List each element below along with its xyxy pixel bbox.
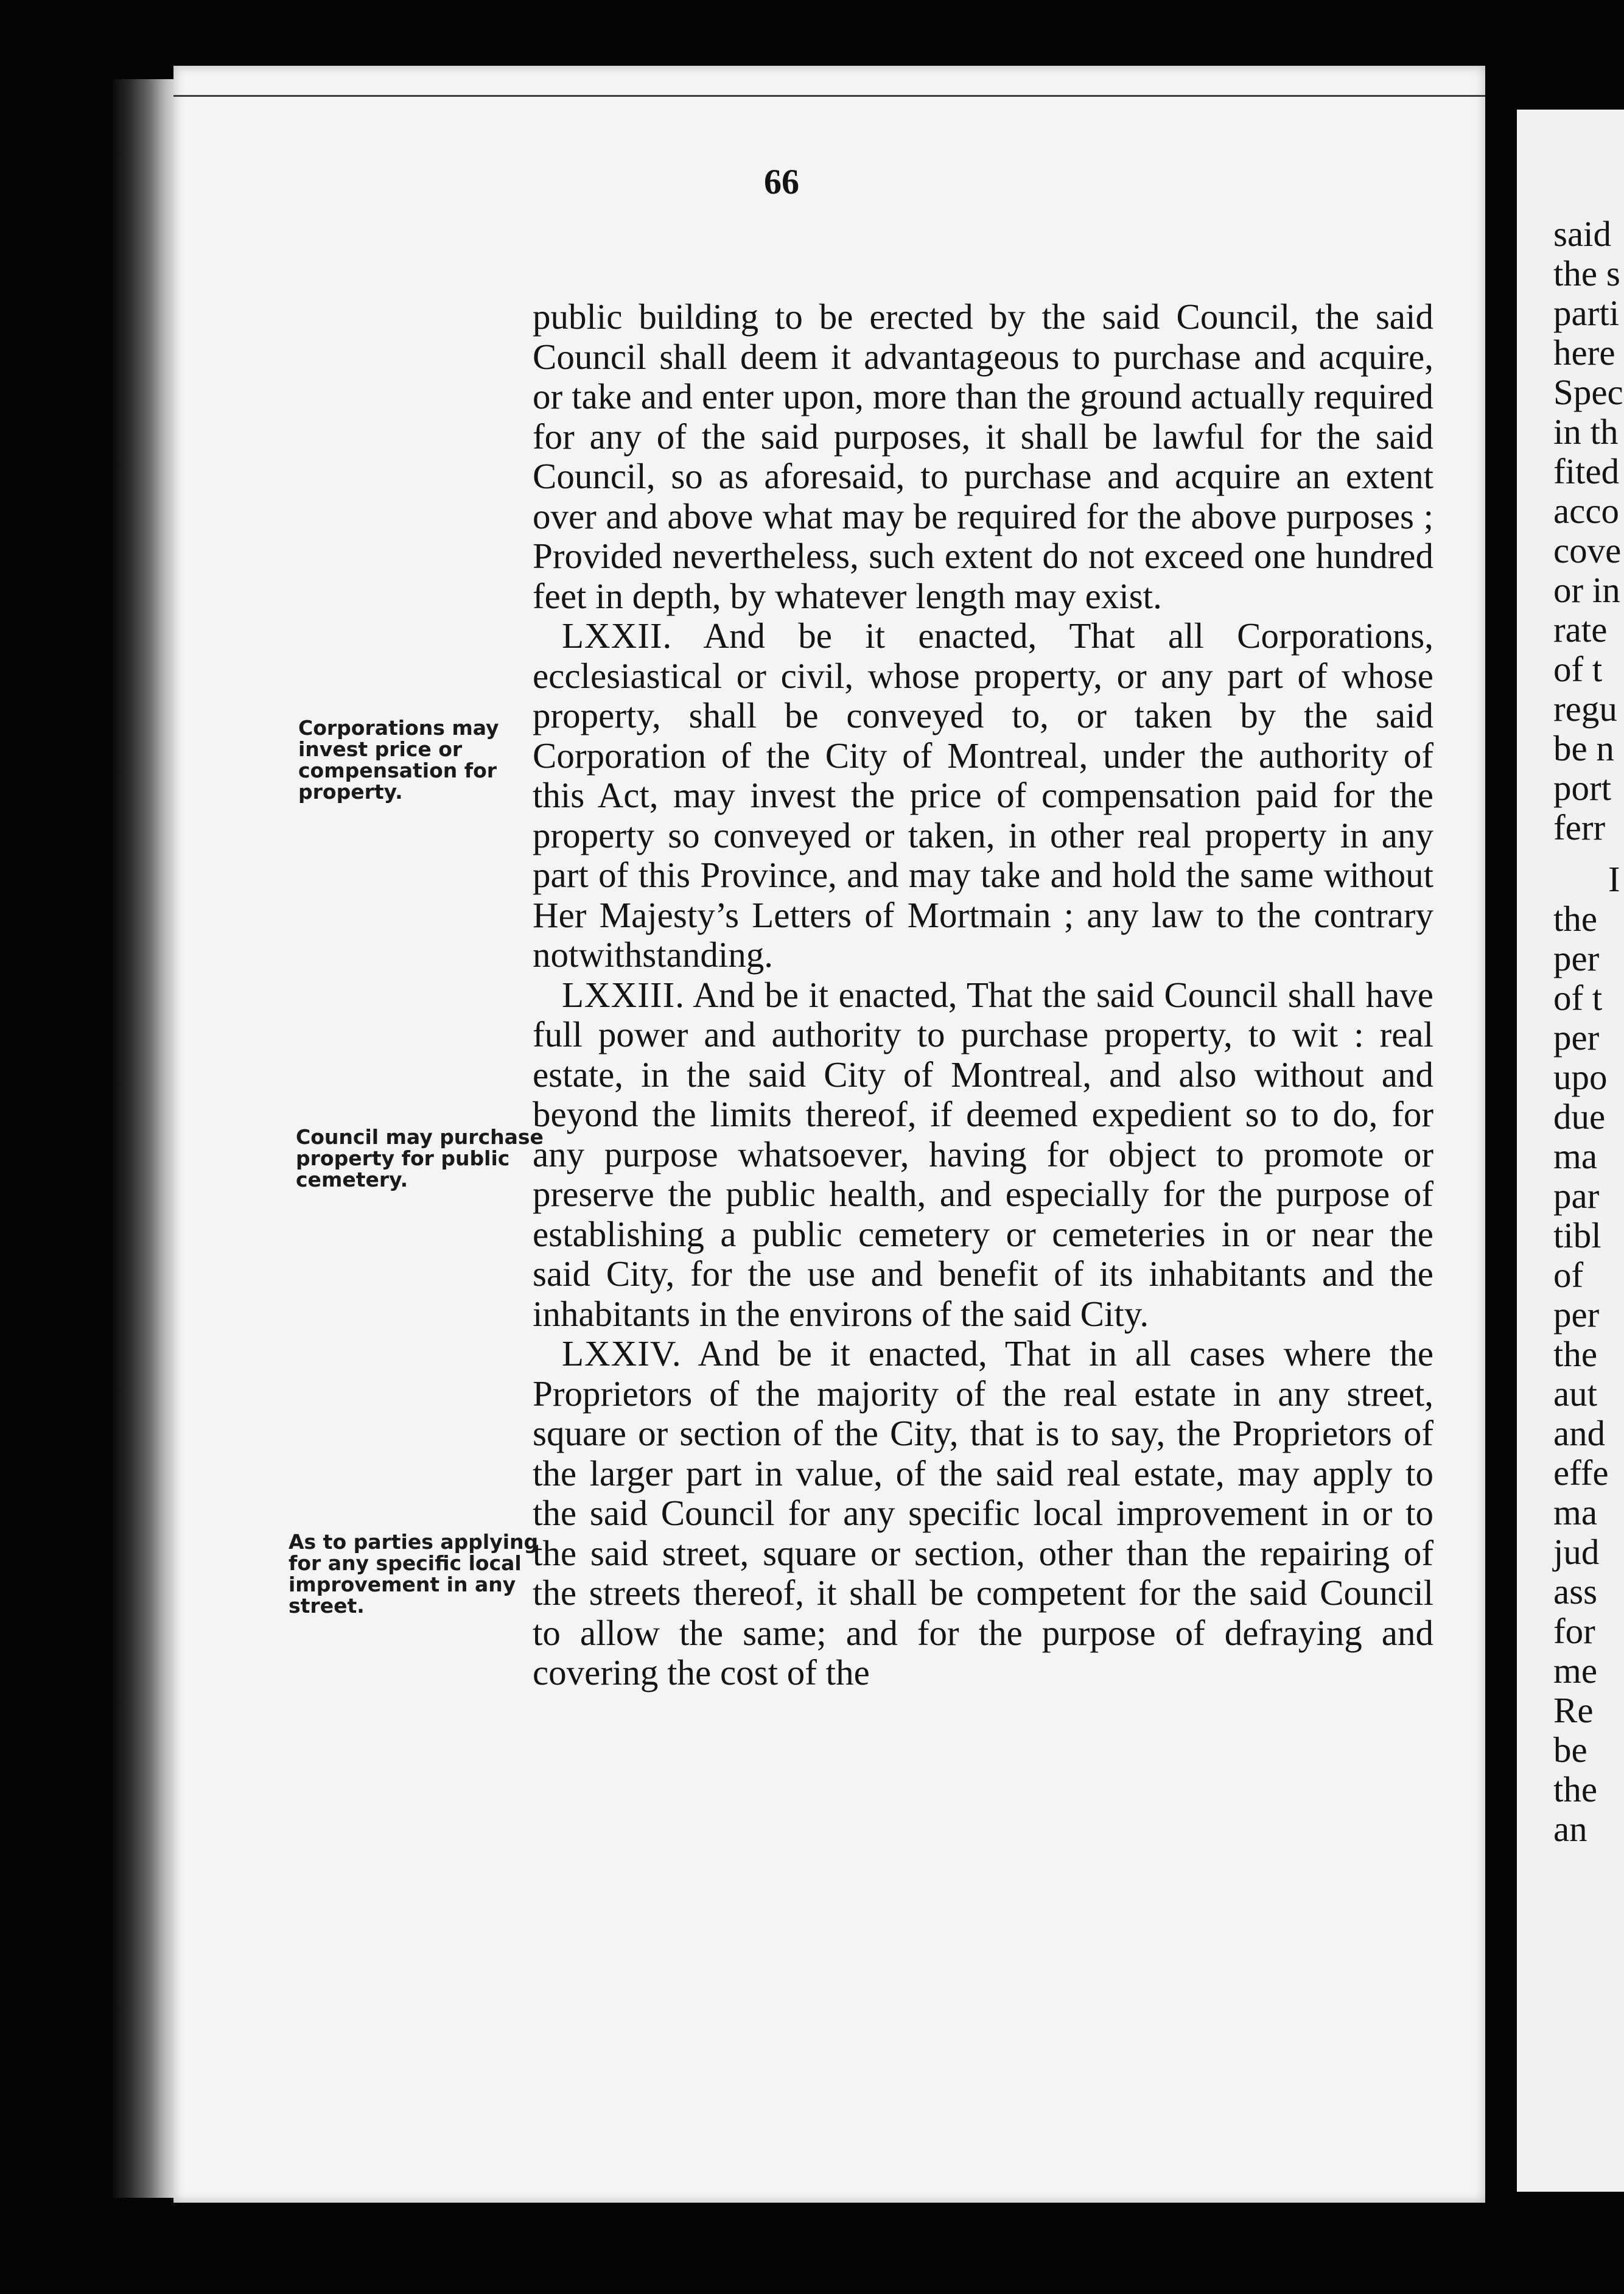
facing-page-line: rate [1553,609,1608,650]
facing-page-line: me [1553,1650,1598,1691]
facing-page-line: fited [1553,451,1620,491]
facing-page-line: here [1553,332,1615,373]
margin-note-local-improvement: As to parties applying for any specific local improvement in any street. [289,1530,539,1618]
facing-page-line: and [1553,1413,1606,1453]
facing-page-line: the [1553,899,1598,939]
margin-note-cemetery: Council may purchase property for public cemetery. [296,1125,544,1191]
section-lxxiii [533,975,1433,1335]
section-number: LXXII. [562,616,673,656]
facing-page-line: tibl [1553,1215,1601,1255]
section-number: LXXIV. [562,1333,682,1373]
facing-page [1517,110,1624,2192]
section-text: And be it enacted, That all Corporations, ecclesiastical or civil, whose property, or any part of whose property, shall be conveyed to, or taken by the said Corporation of the City of Montreal, under the authority of this Act, may invest the price of compensation paid for the property so conveyed or taken, in other real property in any part of this Province, and may take and hold the same without Her Majesty’s Letters of Mortmain ; any law to the contrary notwithstanding. [533,616,1433,975]
facing-page-line: Spec [1553,372,1623,412]
facing-page-line: per [1553,1017,1600,1058]
facing-page-line: cove [1553,530,1622,570]
facing-page-line: the [1553,1334,1598,1374]
facing-page-line: parti [1553,293,1620,333]
facing-page-line: Re [1553,1690,1594,1730]
facing-page-line: per [1553,1294,1600,1335]
facing-page-line: the s [1553,253,1620,293]
section-lxxii [533,616,1433,975]
facing-page-line: be n [1553,728,1614,768]
main-text-column [533,297,1433,1693]
section-lxxiv [533,1334,1433,1693]
section-text: And be it enacted, That the said Council shall have full power and authority to purchase property, to wit : real estate, in the said City of Montreal, and also without and beyond the limits thereof, if deemed expedient so to do, for any purpose whatsoever, having for object to promote or preserve the public health, and especially for the purpose of establishing a public cemetery or cemeteries in or near the said City, for the use and benefit of its inhabitants and the inhabitants in the environs of the said City. [533,974,1433,1334]
facing-page-line: I [1608,859,1620,899]
page-top-rule [173,95,1485,97]
facing-page-line: per [1553,938,1600,978]
facing-page-line: the [1553,1769,1598,1809]
facing-page-line: in th [1553,412,1619,452]
facing-page-line: of [1553,1255,1584,1295]
continuation-paragraph: public building to be erected by the said Council, the said Council shall deem it advantageous to purchase and acquire, or take and enter upon, more than the ground actually required for any of the said purposes, it shall be lawful for the said Council, so as aforesaid, to purchase and acquire an extent over and above what may be required for the above purposes ; Provided nevertheless, such extent do not exceed one hundred feet in depth, by whatever length may exist. [533,296,1433,616]
facing-page-line: ma [1553,1492,1598,1532]
facing-page-line: upo [1553,1057,1608,1097]
page-number: 66 [764,162,799,202]
facing-page-line: jud [1553,1532,1600,1572]
facing-page-line: of t [1553,649,1603,689]
facing-page-line: regu [1553,689,1617,729]
section-text: And be it enacted, That in all cases where the Proprietors of the majority of the real estate in any street, square or section of the City, that is to say, the Proprietors of the larger part in value, of the said real estate, may apply to the said Council for any specific local improvement in or to the said street, square or section, other than the repairing of the streets thereof, it shall be competent for the said Council to allow the same; and for the purpose of defraying and covering the cost of the [533,1333,1434,1692]
book-binding [113,79,180,2198]
facing-page-line: aut [1553,1373,1598,1414]
section-number: LXXIII. [562,974,685,1015]
facing-page-line: ma [1553,1136,1598,1176]
facing-page-line: ferr [1553,807,1606,847]
facing-page-line: par [1553,1176,1600,1216]
facing-page-line: said [1553,214,1612,254]
facing-page-line: be [1553,1730,1587,1770]
facing-page-line: ass [1553,1571,1598,1612]
facing-page-line: due [1553,1096,1606,1137]
facing-page-line: for [1553,1611,1595,1651]
facing-page-line: port [1553,768,1612,808]
facing-page-line: an [1553,1809,1587,1849]
margin-note-corporations: Corporations may invest price or compensation for property. [298,716,499,804]
facing-page-line: effe [1553,1453,1609,1493]
facing-page-line: or in [1553,570,1620,610]
facing-page-line: acco [1553,491,1620,531]
facing-page-line: of t [1553,978,1603,1018]
